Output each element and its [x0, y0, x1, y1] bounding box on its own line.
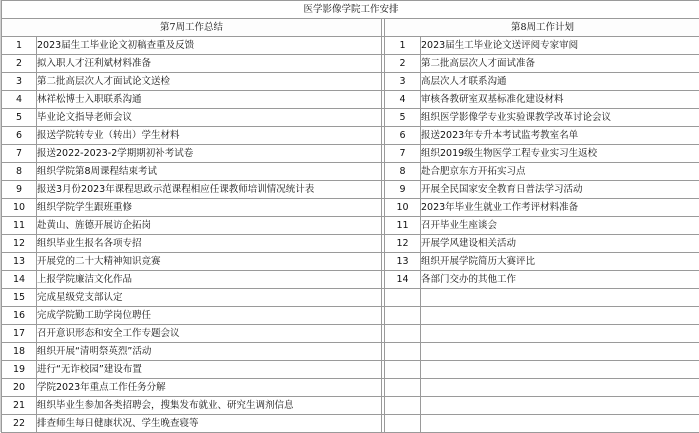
table-row: [2, 379, 699, 397]
week7-item-number[interactable]: 4: [2, 91, 37, 109]
table-row: [2, 199, 699, 217]
week8-item-number[interactable]: 13: [385, 253, 421, 271]
week7-item-text[interactable]: 第二批高层次人才面试论文送检: [37, 73, 382, 91]
week8-item-text[interactable]: 开展全民国家安全教育日普法学习活动: [421, 181, 699, 199]
week7-item-number[interactable]: 9: [2, 181, 37, 199]
week7-item-number[interactable]: 20: [2, 379, 37, 397]
table-row: [2, 163, 699, 181]
week8-item-number[interactable]: 12: [385, 235, 421, 253]
week8-item-text[interactable]: [421, 397, 699, 415]
left-column-header[interactable]: 第7周工作总结: [2, 19, 382, 37]
table-row: [2, 181, 699, 199]
week7-item-text[interactable]: 报送3月份2023年课程思政示范课程相应任课教师培训情况统计表: [37, 181, 382, 199]
week7-item-text[interactable]: 拟入职人才汪利斌材料准备: [37, 55, 382, 73]
table-row: [2, 271, 699, 289]
week8-item-text[interactable]: [421, 415, 699, 433]
week8-item-text[interactable]: 2023年毕业生就业工作考评材料准备: [421, 199, 699, 217]
week7-item-number[interactable]: 13: [2, 253, 37, 271]
week7-item-text[interactable]: 完成学院勤工助学岗位聘任: [37, 307, 382, 325]
table-row: [2, 289, 699, 307]
week7-item-number[interactable]: 3: [2, 73, 37, 91]
week8-item-number[interactable]: 7: [385, 145, 421, 163]
table-row: [2, 109, 699, 127]
table-row: [2, 397, 699, 415]
week7-item-text[interactable]: 排查师生每日健康状况、学生晚查寝等: [37, 415, 382, 433]
week7-item-number[interactable]: 21: [2, 397, 37, 415]
week8-item-number[interactable]: 1: [385, 37, 421, 55]
table-row: [2, 253, 699, 271]
week8-item-number[interactable]: [385, 361, 421, 379]
week7-item-text[interactable]: 组织毕业生参加各类招聘会，搜集发布就业、研究生调剂信息: [37, 397, 382, 415]
week7-item-text[interactable]: 学院2023年重点工作任务分解: [37, 379, 382, 397]
week8-item-number[interactable]: 10: [385, 199, 421, 217]
week8-item-number[interactable]: 14: [385, 271, 421, 289]
week8-item-text[interactable]: [421, 289, 699, 307]
week7-item-text[interactable]: 组织学院学生跟班重修: [37, 199, 382, 217]
week7-item-text[interactable]: 召开意识形态和安全工作专题会议: [37, 325, 382, 343]
week7-item-text[interactable]: 完成星级党支部认定: [37, 289, 382, 307]
week8-item-number[interactable]: [385, 307, 421, 325]
week7-item-text[interactable]: 毕业论文指导老师会议: [37, 109, 382, 127]
week7-item-text[interactable]: 组织学院第8周课程结束考试: [37, 163, 382, 181]
week7-item-text[interactable]: 林祥松博士入职联系沟通: [37, 91, 382, 109]
week8-item-number[interactable]: [385, 325, 421, 343]
table-row: [2, 55, 699, 73]
week8-item-number[interactable]: [385, 289, 421, 307]
page-title: 医学影像学院工作安排: [2, 1, 699, 19]
table-row: [2, 37, 699, 55]
table-row: [2, 217, 699, 235]
week8-item-number[interactable]: [385, 379, 421, 397]
week7-item-text[interactable]: 开展党的二十大精神知识竞赛: [37, 253, 382, 271]
week7-item-number[interactable]: 10: [2, 199, 37, 217]
week8-item-number[interactable]: 3: [385, 73, 421, 91]
week7-item-text[interactable]: 组织毕业生报名各项专招: [37, 235, 382, 253]
week8-item-text[interactable]: 报送2023年专升本考试监考教室名单: [421, 127, 699, 145]
week8-item-text[interactable]: 开展学风建设相关活动: [421, 235, 699, 253]
week7-item-text[interactable]: 2023届生工毕业论文初稿查重及反馈: [37, 37, 382, 55]
right-column-header[interactable]: 第8周工作计划: [385, 19, 699, 37]
week8-item-number[interactable]: 5: [385, 109, 421, 127]
table-row: [2, 127, 699, 145]
week7-item-number[interactable]: 7: [2, 145, 37, 163]
week8-item-text[interactable]: 召开毕业生座谈会: [421, 217, 699, 235]
week8-item-text[interactable]: [421, 343, 699, 361]
week8-item-number[interactable]: [385, 343, 421, 361]
week8-item-number[interactable]: 8: [385, 163, 421, 181]
week8-item-number[interactable]: 11: [385, 217, 421, 235]
week8-item-text[interactable]: 各部门交办的其他工作: [421, 271, 699, 289]
week8-item-text[interactable]: [421, 325, 699, 343]
week7-item-number[interactable]: 15: [2, 289, 37, 307]
week8-item-text[interactable]: 审核各教研室双基标准化建设材料: [421, 91, 699, 109]
week7-item-text[interactable]: 进行“无诈校园”建设布置: [37, 361, 382, 379]
week7-item-text[interactable]: 组织开展“清明祭英烈”活动: [37, 343, 382, 361]
table-row: [2, 73, 699, 91]
week7-item-number[interactable]: 11: [2, 217, 37, 235]
week8-item-number[interactable]: 2: [385, 55, 421, 73]
week7-item-text[interactable]: 上报学院廉洁文化作品: [37, 271, 382, 289]
week7-item-number[interactable]: 5: [2, 109, 37, 127]
week7-item-text[interactable]: 报送2022-2023-2学期期初补考试卷: [37, 145, 382, 163]
week8-item-number[interactable]: [385, 415, 421, 433]
week7-item-number[interactable]: 18: [2, 343, 37, 361]
title-row: [2, 1, 699, 19]
work-schedule-table: [1, 0, 699, 433]
week8-item-text[interactable]: 组织2019级生物医学工程专业实习生返校: [421, 145, 699, 163]
week8-item-number[interactable]: 6: [385, 127, 421, 145]
table-row: [2, 307, 699, 325]
week7-item-text[interactable]: 报送学院转专业（转出）学生材料: [37, 127, 382, 145]
week7-item-number[interactable]: 12: [2, 235, 37, 253]
week7-item-number[interactable]: 17: [2, 325, 37, 343]
table-row: [2, 415, 699, 433]
table-row: [2, 343, 699, 361]
table-row: [2, 145, 699, 163]
table-row: [2, 91, 699, 109]
week7-item-number[interactable]: 16: [2, 307, 37, 325]
table-row: [2, 325, 699, 343]
week7-item-number[interactable]: 14: [2, 271, 37, 289]
week8-item-number[interactable]: 9: [385, 181, 421, 199]
table-row: [2, 361, 699, 379]
week8-item-text[interactable]: 2023届生工毕业论文送评阅专家审阅: [421, 37, 699, 55]
week8-item-text[interactable]: 赴合肥京东方开拓实习点: [421, 163, 699, 181]
table-row: [2, 235, 699, 253]
week8-item-text[interactable]: 组织开展学院简历大赛评比: [421, 253, 699, 271]
week8-item-text[interactable]: 组织医学影像学专业实验课教学改革讨论会议: [421, 109, 699, 127]
week7-item-number[interactable]: 6: [2, 127, 37, 145]
week7-item-number[interactable]: 19: [2, 361, 37, 379]
week8-item-text[interactable]: 第二批高层次人才面试准备: [421, 55, 699, 73]
week8-item-text[interactable]: 高层次人才联系沟通: [421, 73, 699, 91]
week8-item-text[interactable]: [421, 379, 699, 397]
week8-item-text[interactable]: [421, 307, 699, 325]
week7-item-number[interactable]: 1: [2, 37, 37, 55]
week7-item-text[interactable]: 赴黄山、旌德开展访企拓岗: [37, 217, 382, 235]
week8-item-number[interactable]: [385, 397, 421, 415]
week7-item-number[interactable]: 2: [2, 55, 37, 73]
week7-item-number[interactable]: 22: [2, 415, 37, 433]
week7-item-number[interactable]: 8: [2, 163, 37, 181]
header-row: [2, 19, 699, 37]
week8-item-number[interactable]: 4: [385, 91, 421, 109]
week8-item-text[interactable]: [421, 361, 699, 379]
